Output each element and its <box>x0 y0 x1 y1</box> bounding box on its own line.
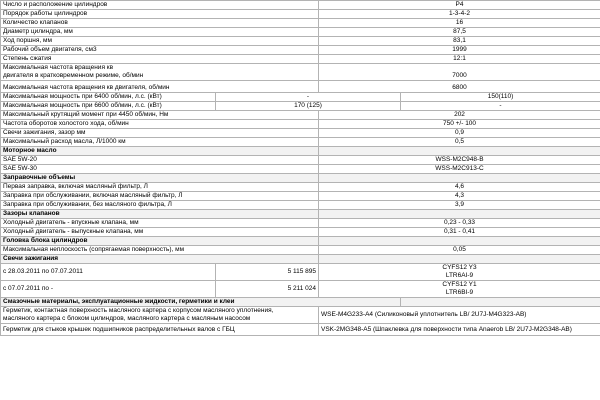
section-header-valve-clearance: Зазоры клапанов <box>1 210 319 219</box>
plug-period: с 28.03.2011 по 07.07.2011 <box>1 264 216 281</box>
spec-label <box>1 307 319 324</box>
spec-label: Первая заправка, включая масляный фильтр, Л <box>1 183 319 192</box>
spec-value: 750 +/- 100 <box>319 120 600 129</box>
section-header-spacer <box>401 298 600 307</box>
plug-part-number: 5 211 024 <box>216 281 319 298</box>
spec-label: Степень сжатия <box>1 55 319 64</box>
spec-value: VSK-2MG348-A5 (Шпаклевка для поверхности типа Anaerob LB/ 2U7J-M2G348-AB) <box>319 324 600 336</box>
section-header-fill-volumes: Заправочные объемы <box>1 174 319 183</box>
spec-value: 4,6 <box>319 183 600 192</box>
spec-label: Частота оборотов холостого хода, об/мин <box>1 120 319 129</box>
spec-value: 0,9 <box>319 129 600 138</box>
table-row <box>1 246 600 255</box>
table-row <box>1 102 600 111</box>
table-row <box>1 192 600 201</box>
table-row <box>1 46 600 55</box>
spec-label: Герметик для стыков крышек подшипников распределительных валов с ГБЦ <box>1 324 319 336</box>
spec-label: Максимальная неплоскость (сопрягаемая поверхность), мм <box>1 246 319 255</box>
spec-value: WSS-M2C913-C <box>319 165 600 174</box>
table-row <box>1 165 600 174</box>
table-row <box>1 55 600 64</box>
spec-value: 0,31 - 0,41 <box>319 228 600 237</box>
section-header-lubricants: Смазочные материалы, эксплуатационные жидкости, герметики и клеи <box>1 298 401 307</box>
spec-value-left: 170 (125) <box>216 102 401 111</box>
spec-label: Максимальная мощность при 6600 об/мин, л.с. (кВт) <box>1 102 216 111</box>
plug-code-line: CYFS12 Y1 <box>442 281 477 288</box>
spec-value: 6800 <box>319 81 600 93</box>
spec-label: Максимальная частота вращения кв двигателя, об/мин <box>1 81 319 93</box>
plug-code-line: LTR6BI-9 <box>445 289 474 296</box>
spec-value: 16 <box>319 19 600 28</box>
table-row <box>1 37 600 46</box>
table-row <box>1 228 600 237</box>
table-row <box>1 307 600 324</box>
plug-code-line: LTR6AI-9 <box>445 272 474 279</box>
plug-period: с 07.07.2011 по - <box>1 281 216 298</box>
spec-label-line: масляного картера с блоком цилиндров, масляного картера с масляным насосом <box>3 315 251 322</box>
spec-value: 1999 <box>319 46 600 55</box>
spec-value: 4,3 <box>319 192 600 201</box>
table-row <box>1 64 600 81</box>
table-row <box>1 129 600 138</box>
section-header-spacer <box>319 174 600 183</box>
section-header-row <box>1 237 600 246</box>
section-header-cylinder-head: Головка блока цилиндров <box>1 237 319 246</box>
spec-label: Порядок работы цилиндров <box>1 10 319 19</box>
spec-value: WSE-M4G233-A4 (Силиконовый уплотнитель LB/ 2U7J-M4G323-AB) <box>319 307 600 324</box>
spec-label: Максимальный крутящий момент при 4450 об/мин, Нм <box>1 111 319 120</box>
section-header-row <box>1 210 600 219</box>
spec-value: 87,5 <box>319 28 600 37</box>
table-row <box>1 10 600 19</box>
section-header-spacer <box>319 237 600 246</box>
spec-label <box>1 64 319 81</box>
table-row <box>1 111 600 120</box>
spec-value: 7000 <box>319 64 600 81</box>
table-row <box>1 183 600 192</box>
table-row <box>1 156 600 165</box>
spec-value: 0,5 <box>319 138 600 147</box>
table-row <box>1 281 600 298</box>
spec-label: Диаметр цилиндра, мм <box>1 28 319 37</box>
section-header-row <box>1 147 600 156</box>
spec-label: SAE 5W-30 <box>1 165 319 174</box>
section-header-motor-oil: Моторное масло <box>1 147 319 156</box>
spec-value: 202 <box>319 111 600 120</box>
spec-label: Заправка при обслуживании, без масляного фильтра, Л <box>1 201 319 210</box>
spec-label-line: Герметик, контактная поверхность масляного картера с корпусом масляного уплотнения, <box>3 307 274 314</box>
section-header-row <box>1 255 600 264</box>
spec-value-left: - <box>216 93 401 102</box>
spec-label: Свечи зажигания, зазор мм <box>1 129 319 138</box>
table-row <box>1 28 600 37</box>
section-header-row <box>1 298 600 307</box>
spec-value: 0,05 <box>319 246 600 255</box>
spec-label: Холодный двигатель - выпускные клапана, мм <box>1 228 319 237</box>
section-header-spark-plugs: Свечи зажигания <box>1 255 319 264</box>
spec-label: Рабочий объем двигателя, см3 <box>1 46 319 55</box>
spec-value: 12:1 <box>319 55 600 64</box>
spec-value-right: 150(110) <box>401 93 600 102</box>
table-row <box>1 1 600 10</box>
spec-label-line: Максимальная частота вращения кв <box>3 64 114 71</box>
spec-value: WSS-M2C948-B <box>319 156 600 165</box>
spec-label-line: двигателя в кратковременном режиме, об/мин <box>3 72 144 79</box>
table-row <box>1 138 600 147</box>
spec-label: Число и расположение цилиндров <box>1 1 319 10</box>
spec-label: Заправка при обслуживании, включая масляный фильтр, Л <box>1 192 319 201</box>
spec-label: Количество клапанов <box>1 19 319 28</box>
section-header-spacer <box>319 255 600 264</box>
plug-code <box>319 281 600 298</box>
spec-label: Максимальная мощность при 6400 об/мин, л.с. (кВт) <box>1 93 216 102</box>
spec-label: Холодный двигатель - впускные клапана, мм <box>1 219 319 228</box>
table-row <box>1 324 600 336</box>
plug-part-number: 5 115 895 <box>216 264 319 281</box>
spec-value-right: - <box>401 102 600 111</box>
table-row <box>1 93 600 102</box>
plug-code-line: CYFS12 Y3 <box>442 264 477 271</box>
table-row <box>1 81 600 93</box>
spec-value: 0,23 - 0,33 <box>319 219 600 228</box>
spec-value: 3,9 <box>319 201 600 210</box>
spec-value: 1-3-4-2 <box>319 10 600 19</box>
spec-label: Максимальный расход масла, Л/1000 км <box>1 138 319 147</box>
section-header-spacer <box>319 210 600 219</box>
table-row <box>1 219 600 228</box>
spec-label: Ход поршня, мм <box>1 37 319 46</box>
table-row <box>1 120 600 129</box>
spec-value: 83,1 <box>319 37 600 46</box>
table-row <box>1 264 600 281</box>
table-row <box>1 19 600 28</box>
section-header-spacer <box>319 147 600 156</box>
spec-label: SAE 5W-20 <box>1 156 319 165</box>
spec-value: P4 <box>319 1 600 10</box>
section-header-row <box>1 174 600 183</box>
table-row <box>1 201 600 210</box>
plug-code <box>319 264 600 281</box>
